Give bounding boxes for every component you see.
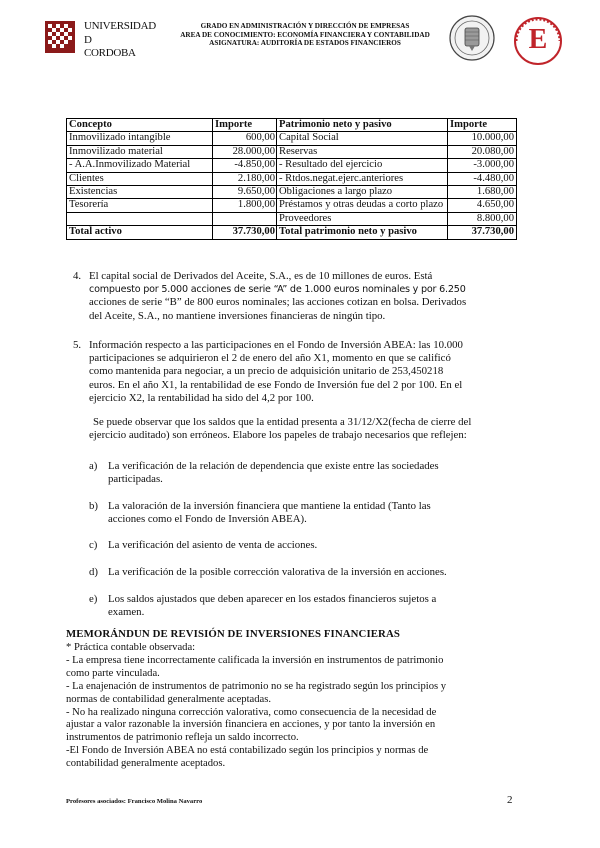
memo-line: - La enajenación de instrumentos de patrimonio no se ha registrado según los principios y — [66, 680, 447, 692]
item-4-text — [89, 270, 517, 323]
table-row — [67, 186, 517, 199]
asset-concept: Clientes — [67, 172, 213, 185]
degree-title: GRADO EN ADMINISTRACIÓN Y DIRECCIÓN DE EMPRESAS — [200, 22, 410, 30]
asset-concept — [67, 212, 213, 225]
asset-amount: 600,00 — [213, 132, 277, 145]
memo-body — [66, 642, 506, 771]
total-equity-liabilities-amount: 37.730,00 — [448, 226, 517, 239]
asset-amount: 2.180,00 — [213, 172, 277, 185]
liability-amount: 10.000,00 — [448, 132, 517, 145]
asset-concept: - A.A.Inmovilizado Material — [67, 159, 213, 172]
task-a-label: a) — [89, 460, 98, 472]
asset-concept: Existencias — [67, 186, 213, 199]
task-line: La verificación del asiento de venta de acciones. — [108, 539, 318, 551]
item-4-line: El capital social de Derivados del Aceite, S.A., es de 10 millones de euros. Está — [89, 270, 433, 282]
task-line: examen. — [108, 606, 145, 619]
task-d-text — [108, 566, 518, 579]
task-line: Los saldos ajustados que deben aparecer en los estados financieros sujetos a — [108, 593, 437, 605]
memo-line: contabilidad generalmente aceptados. — [66, 758, 226, 770]
liability-concept: Proveedores — [277, 212, 448, 225]
table-row — [67, 159, 517, 172]
liability-concept: Obligaciones a largo plazo — [277, 186, 448, 199]
memo-title: MEMORÁNDUN DE REVISIÓN DE INVERSIONES FINANCIERAS — [66, 628, 400, 640]
column-header-amount: Importe — [213, 119, 277, 132]
university-emblem-icon — [44, 20, 76, 54]
table-row — [67, 172, 517, 185]
liability-amount: 4.650,00 — [448, 199, 517, 212]
task-line: La verificación de la relación de dependencia que existe entre las sociedades — [108, 460, 439, 472]
task-c-label: c) — [89, 539, 98, 551]
task-line: La verificación de la posible corrección valorativa de la inversión en acciones. — [108, 566, 447, 578]
faculty-seal-icon — [448, 14, 496, 62]
task-line: La valoración de la inversión financiera que mantiene la entidad (Tanto las — [108, 500, 431, 512]
task-a-text — [108, 460, 504, 486]
school-logo-letter: E — [528, 24, 548, 55]
instructions-line: Se puede observar que los saldos que la entidad presenta a 31/12/X2(fecha de cierre del — [93, 416, 472, 428]
task-line: participadas. — [108, 473, 163, 486]
asset-concept: Inmovilizado material — [67, 145, 213, 158]
memo-line: ajustar a valor razonable la inversión financiera en acciones, y por tanto la inversión en — [66, 719, 436, 731]
item-5-line: participaciones se adquirieron el 2 de enero del año X1, momento en que se calificó — [89, 352, 451, 365]
task-e-label: e) — [89, 593, 98, 605]
university-name-line2: D — [84, 34, 92, 46]
liability-concept: Préstamos y otras deudas a corto plazo — [277, 199, 448, 212]
liability-amount: -4.480,00 — [448, 172, 517, 185]
table-row — [67, 132, 517, 145]
university-logo — [40, 14, 156, 64]
table-row — [67, 212, 517, 225]
table-row — [67, 199, 517, 212]
task-line: acciones como el Fondo de Inversión ABEA). — [108, 513, 307, 526]
item-4-number: 4. — [73, 270, 82, 282]
task-c-text — [108, 539, 504, 552]
asset-amount: 1.800,00 — [213, 199, 277, 212]
liability-concept: - Resultado del ejercicio — [277, 159, 448, 172]
asset-concept: Tesorería — [67, 199, 213, 212]
liability-amount: 20.080,00 — [448, 145, 517, 158]
knowledge-area: AREA DE CONOCIMIENTO: ECONOMÍA FINANCIERA Y CONTABILIDAD — [180, 30, 430, 39]
liability-concept: - Rtdos.negat.ejerc.anteriores — [277, 172, 448, 185]
liability-amount: -3.000,00 — [448, 159, 517, 172]
task-b-label: b) — [89, 500, 98, 512]
table-header-row — [67, 119, 517, 132]
instructions — [89, 416, 517, 442]
item-5-number: 5. — [73, 339, 82, 351]
document-header — [150, 22, 460, 48]
task-e-text — [108, 593, 504, 619]
column-header-amount: Importe — [448, 119, 517, 132]
university-name-line3: CORDOBA — [84, 47, 136, 59]
asset-amount: 28.000,00 — [213, 145, 277, 158]
school-logo — [513, 16, 563, 66]
item-5-line: como mantenida para negociar, a un precio de adquisición unitario de 253,450218 — [89, 365, 444, 378]
table-row — [67, 145, 517, 158]
subject-title: ASIGNATURA: AUDITORÍA DE ESTADOS FINANCIEROS — [209, 39, 401, 48]
total-assets-amount: 37.730,00 — [213, 226, 277, 239]
memo-line: - No ha realizado ninguna corrección valorativa, como consecuencia de la necesidad de — [66, 706, 437, 718]
item-5-line: ejercicio X2, la rentabilidad ha sido del 4,2 por 100. — [89, 391, 314, 404]
university-name-line1: UNIVERSIDAD — [84, 20, 156, 32]
instructions-line: ejercicio auditado) son erróneos. Elabore los papeles de trabajo necesarios que reflejen: — [89, 429, 467, 442]
memo-line: instrumentos de patrimonio refleja un saldo incorrecto. — [66, 732, 299, 744]
liability-amount: 1.680,00 — [448, 186, 517, 199]
total-assets-label: Total activo — [67, 226, 213, 239]
column-header-concept: Concepto — [67, 119, 213, 132]
memo-line: * Práctica contable observada: — [66, 642, 196, 653]
memo-line: normas de contabilidad generalmente aceptadas. — [66, 693, 272, 705]
task-d-label: d) — [89, 566, 98, 578]
total-equity-liabilities-label: Total patrimonio neto y pasivo — [277, 226, 448, 239]
item-5-text — [89, 339, 517, 405]
liability-concept: Capital Social — [277, 132, 448, 145]
item-4-line: del Aceite, S.A., no mantiene inversiones financieras de ningún tipo. — [89, 309, 386, 322]
page-number: 2 — [507, 794, 513, 806]
asset-concept: Inmovilizado intangible — [67, 132, 213, 145]
footer-author: Profesores asociados: Francisco Molina Navarro — [66, 798, 203, 805]
item-4-line: compuesto por 5.000 acciones de serie “A” de 1.000 euros nominales y por 6.250 — [89, 284, 466, 296]
balance-sheet-table — [66, 118, 517, 240]
liability-amount: 8.800,00 — [448, 212, 517, 225]
memo-line: - La empresa tiene incorrectamente calificada la inversión en instrumentos de patrimonio — [66, 654, 444, 666]
table-total-row — [67, 226, 517, 239]
memo-line: -El Fondo de Inversión ABEA no está contabilizado según los principios y normas de — [66, 745, 429, 757]
asset-amount — [213, 212, 277, 225]
liability-concept: Reservas — [277, 145, 448, 158]
item-4-line: acciones de serie “B” de 800 euros nominales; las acciones cotizan en bolsa. Derivados — [89, 296, 467, 309]
item-5-line: Información respecto a las participaciones en el Fondo de Inversión ABEA: las 10.000 — [89, 339, 463, 351]
task-b-text — [108, 500, 504, 526]
asset-amount: 9.650,00 — [213, 186, 277, 199]
item-5-line: euros. En el año X1, la rentabilidad de ese Fondo de Inversión fue del 2 por 100. En el — [89, 378, 463, 391]
column-header-equity-liabilities: Patrimonio neto y pasivo — [277, 119, 448, 132]
memo-line: como parte vinculada. — [66, 667, 160, 679]
asset-amount: -4.850,00 — [213, 159, 277, 172]
